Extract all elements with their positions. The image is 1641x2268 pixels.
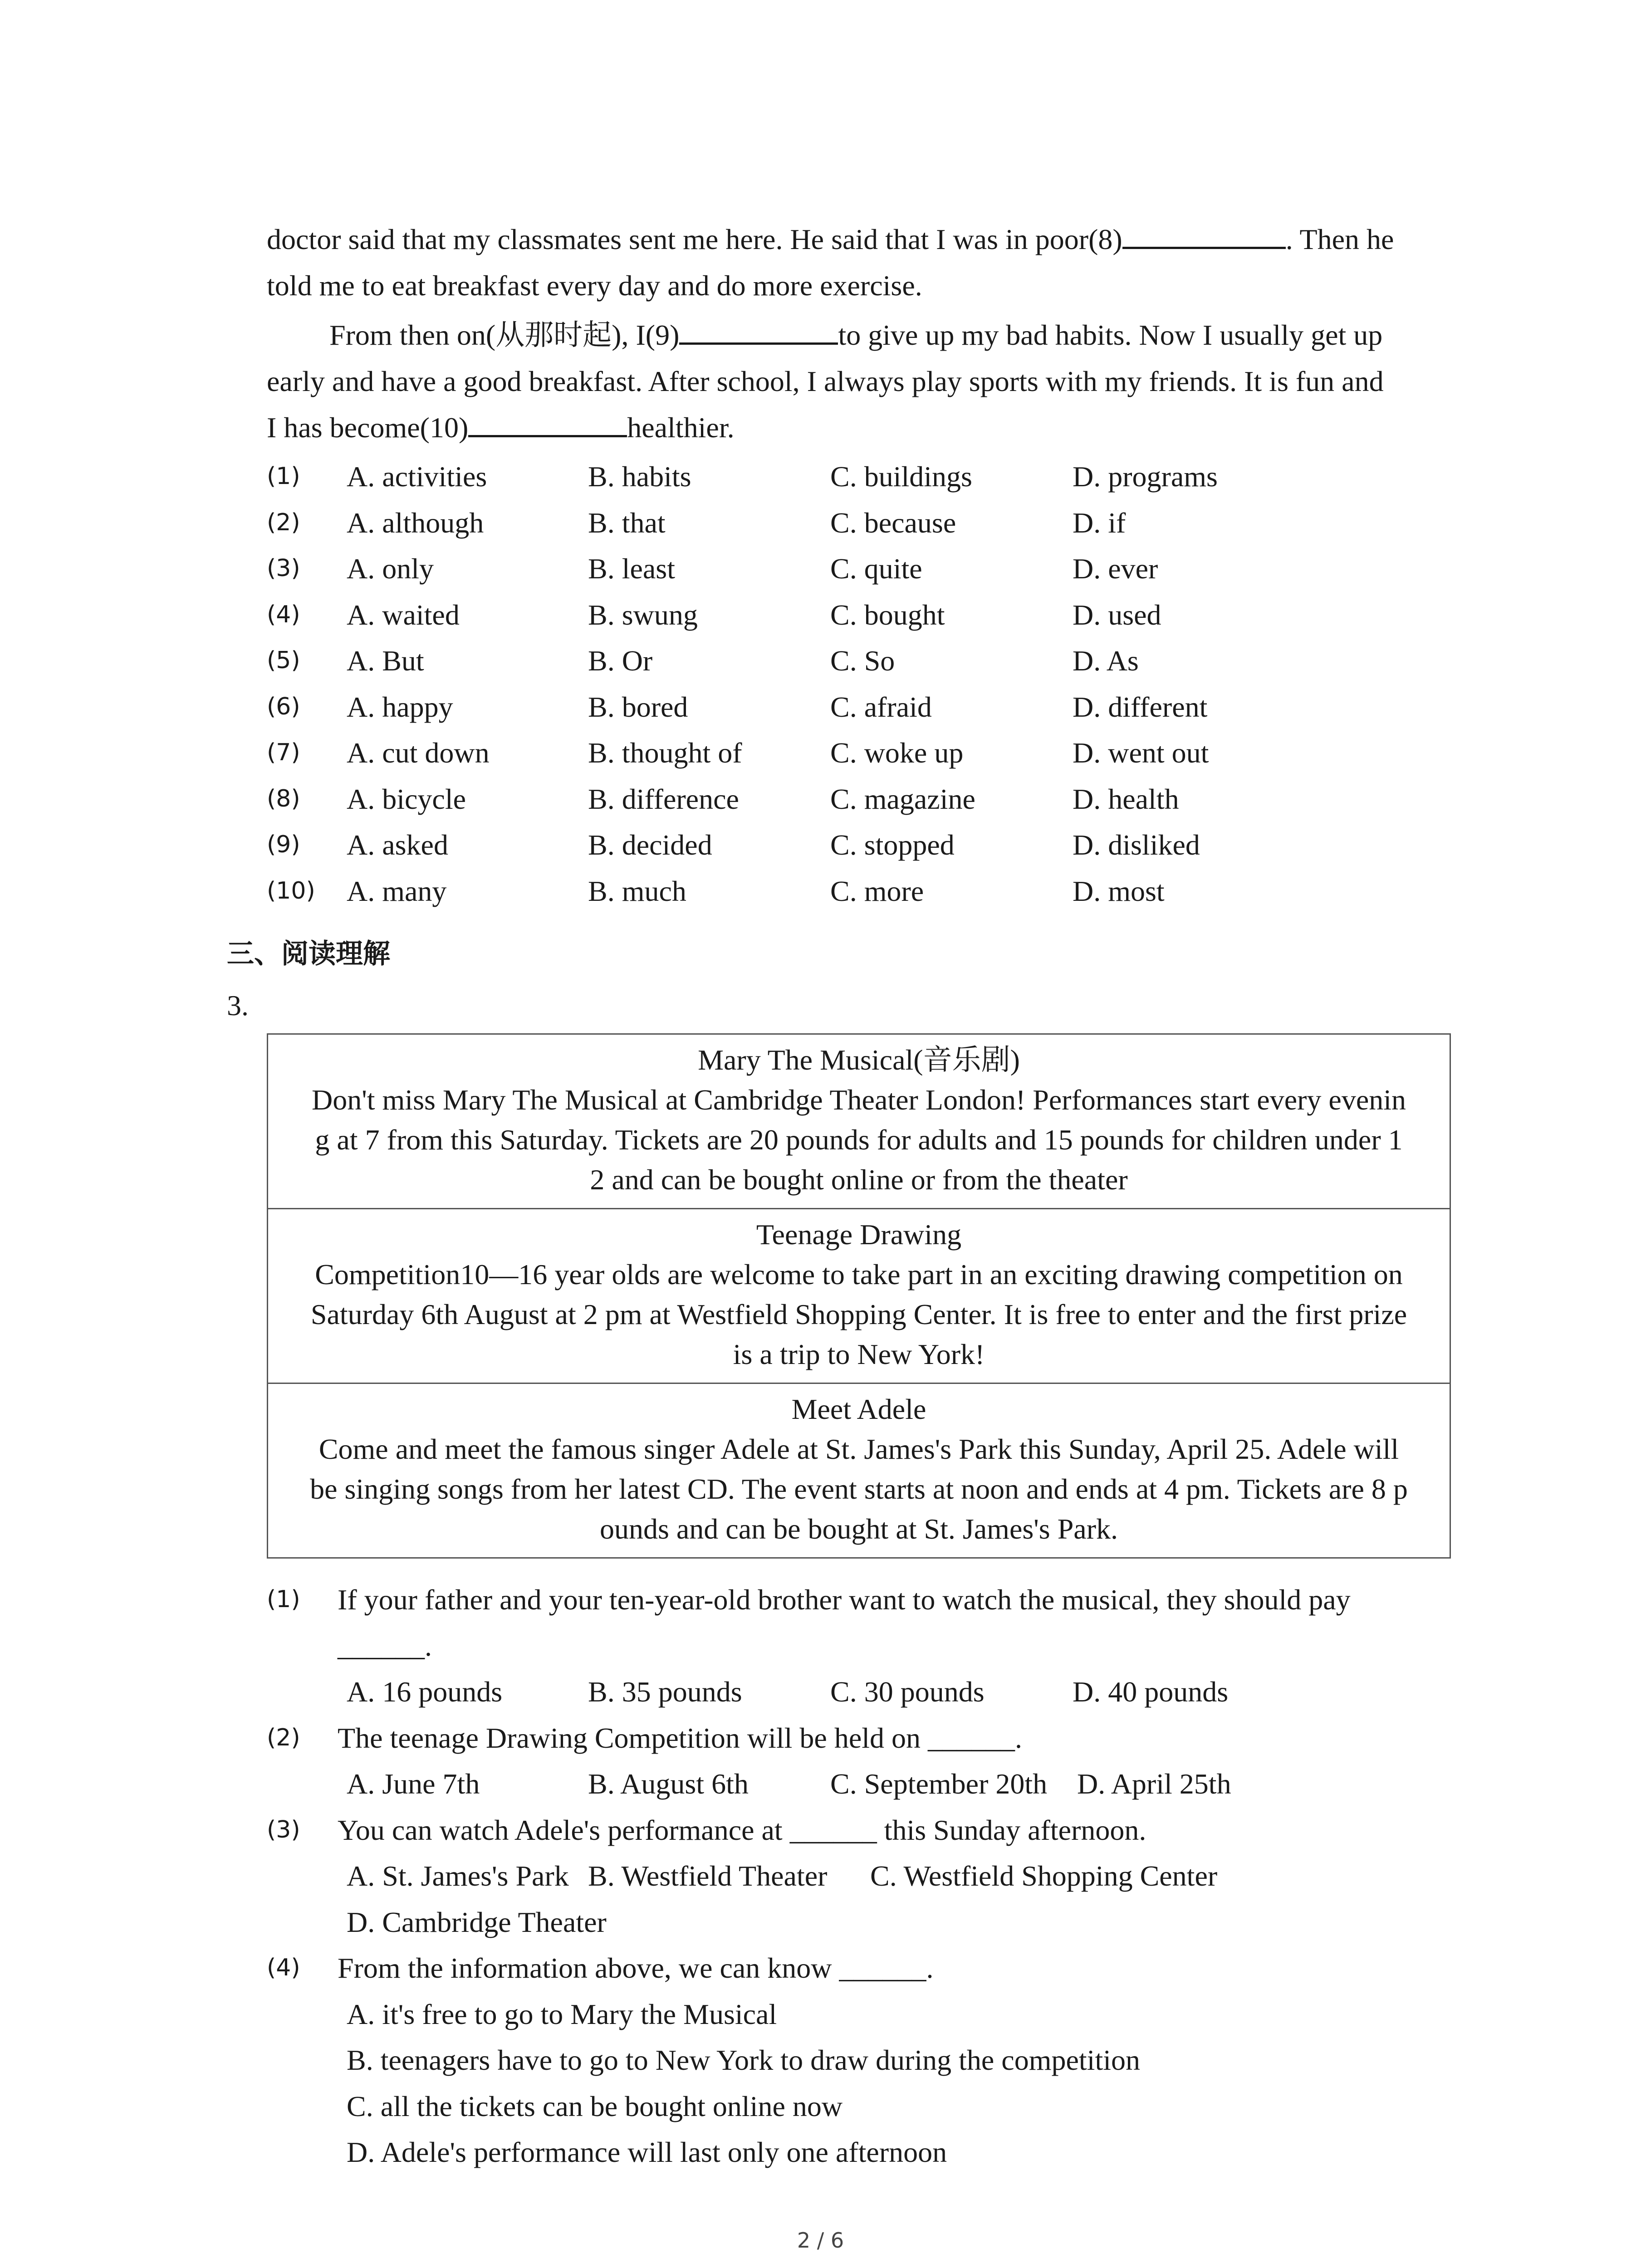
notice-drawing-competition: [268, 1208, 1450, 1383]
notice-title: Mary The Musical(音乐剧): [698, 1044, 1020, 1076]
choice-b: B. Or: [588, 645, 653, 677]
item-number: (7): [267, 739, 300, 766]
choice-c: C. afraid: [830, 690, 932, 723]
item-number: (3): [267, 555, 300, 582]
notice-title: Meet Adele: [791, 1393, 926, 1425]
choice-d: D. programs: [1073, 460, 1218, 493]
choice-d: D. went out: [1073, 737, 1209, 769]
choice-a: A. bicycle: [347, 782, 466, 815]
question-stem-continued: ______.: [338, 1629, 432, 1662]
passage-paragraph-1: [267, 216, 1446, 309]
question-number: 3.: [227, 989, 249, 1022]
choice-c: C. buildings: [830, 460, 972, 493]
choice-d: D. most: [1073, 875, 1165, 907]
notice-line: Saturday 6th August at 2 pm at Westfield Shopping Center. It is free to enter and the first prize: [310, 1298, 1407, 1330]
choice-c: C. bought: [830, 598, 945, 631]
notice-line: be singing songs from her latest CD. The event starts at noon and ends at 4 pm. Tickets are 8 p: [310, 1473, 1408, 1505]
question-number: (2): [267, 1724, 300, 1751]
choice-d: D. if: [1073, 506, 1126, 539]
item-number: (4): [267, 601, 300, 628]
choice-a: A. activities: [347, 460, 487, 493]
option-row: [267, 822, 1356, 868]
question-1: [267, 1577, 1446, 1715]
question-number: (4): [267, 1954, 300, 1981]
answer-blank-9: [679, 313, 838, 345]
choice-b: B. difference: [588, 782, 739, 815]
choice-a: A. June 7th: [347, 1768, 480, 1800]
passage-paragraph-2: [267, 312, 1446, 451]
choice-c: C. 30 pounds: [830, 1676, 985, 1708]
option-row: [267, 684, 1356, 730]
choice-b: B. teenagers have to go to New York to draw during the competition: [347, 2044, 1140, 2076]
option-row: [267, 454, 1356, 500]
notice-line: g at 7 from this Saturday. Tickets are 20 pounds for adults and 15 pounds for children under 1: [315, 1124, 1403, 1156]
choice-row: [267, 1853, 1446, 1899]
choice-d: D. health: [1073, 782, 1179, 815]
choice-d: D. 40 pounds: [1073, 1676, 1229, 1708]
reading-questions: [267, 1577, 1446, 2175]
passage-line: doctor said that my classmates sent me here. He said that I was in poor(8) . Then he: [267, 216, 1446, 263]
passage-line: From then on(从那时起), I(9) to give up my bad habits. Now I usually get up: [267, 312, 1446, 358]
choice-d: D. different: [1073, 690, 1208, 723]
question-3: [267, 1807, 1446, 1945]
choice-a: A. asked: [347, 829, 448, 861]
notice-line: Competition10—16 year olds are welcome to take part in an exciting drawing competition on: [315, 1258, 1403, 1290]
choice-c: C. woke up: [830, 737, 964, 769]
item-number: (6): [267, 693, 300, 720]
choice-d: D. ever: [1073, 552, 1158, 585]
item-number: (5): [267, 647, 300, 674]
choice-b: B. least: [588, 552, 675, 585]
item-number: (1): [267, 463, 300, 490]
question-stem: The teenage Drawing Competition will be held on ______.: [338, 1721, 1022, 1754]
choice-a: A. waited: [347, 598, 460, 631]
item-number: (10): [267, 877, 315, 904]
answer-blank-10: [468, 405, 627, 437]
choice-a: A. happy: [347, 690, 453, 723]
option-row: [267, 776, 1356, 822]
question-stem: If your father and your ten-year-old brother want to watch the musical, they should pay: [338, 1584, 1351, 1616]
notice-musical: [268, 1035, 1450, 1208]
option-row: [267, 500, 1356, 546]
choice-d: D. Cambridge Theater: [347, 1906, 607, 1938]
choice-a: A. cut down: [347, 737, 490, 769]
choice-a: A. it's free to go to Mary the Musical: [347, 1998, 777, 2030]
choice-c: C. magazine: [830, 782, 975, 815]
choice-b: B. 35 pounds: [588, 1676, 742, 1708]
choice-a: A. 16 pounds: [347, 1676, 503, 1708]
choice-c: C. because: [830, 506, 956, 539]
choice-a: A. St. James's Park: [347, 1860, 569, 1892]
choice-a: A. only: [347, 552, 434, 585]
passage-line: early and have a good breakfast. After school, I always play sports with my friends. It is fun and: [267, 365, 1384, 397]
passage-line: told me to eat breakfast every day and do more exercise.: [267, 269, 922, 302]
answer-blank-8: [1122, 217, 1286, 249]
choice-b: B. bored: [588, 690, 688, 723]
notice-line: is a trip to New York!: [733, 1338, 985, 1370]
choice-c: C. more: [830, 875, 924, 907]
section-heading: 三、阅读理解: [227, 938, 390, 970]
question-stem: From the information above, we can know ______.: [338, 1952, 934, 1984]
choice-c: C. September 20th: [830, 1768, 1048, 1800]
notice-line: ounds and can be bought at St. James's Park.: [599, 1513, 1118, 1545]
notice-line: 2 and can be bought online or from the theater: [590, 1163, 1128, 1196]
choice-c: C. quite: [830, 552, 922, 585]
cloze-options: [267, 454, 1356, 914]
option-row: [267, 868, 1356, 914]
choice-d: D. Adele's performance will last only one afternoon: [347, 2136, 947, 2168]
passage-line: I has become(10) healthier.: [267, 405, 1446, 451]
item-number: (8): [267, 785, 300, 812]
choice-d: D. As: [1073, 645, 1139, 677]
question-stem: You can watch Adele's performance at ______ this Sunday afternoon.: [338, 1813, 1146, 1846]
question-4: [267, 1945, 1446, 2175]
choice-c: C. stopped: [830, 829, 955, 861]
choice-c: C. all the tickets can be bought online now: [347, 2090, 843, 2122]
question-2: [267, 1715, 1446, 1807]
item-number: (9): [267, 831, 300, 858]
notice-line: Don't miss Mary The Musical at Cambridge Theater London! Performances start every evenin: [311, 1084, 1406, 1116]
choice-b: B. August 6th: [588, 1768, 749, 1800]
choice-d: D. April 25th: [1077, 1768, 1231, 1800]
choice-c: C. So: [830, 645, 895, 677]
choice-row: [267, 1761, 1446, 1807]
choice-b: B. thought of: [588, 737, 742, 769]
question-number: (3): [267, 1816, 300, 1843]
choice-d: D. disliked: [1073, 829, 1200, 861]
choice-d: D. used: [1073, 598, 1161, 631]
item-number: (2): [267, 508, 300, 536]
choice-b: B. Westfield Theater: [588, 1860, 828, 1892]
option-row: [267, 638, 1356, 684]
question-number: (1): [267, 1586, 300, 1613]
notice-line: Come and meet the famous singer Adele at St. James's Park this Sunday, April 25. Adele will: [318, 1433, 1399, 1465]
option-row: [267, 546, 1356, 592]
choice-c: C. Westfield Shopping Center: [870, 1860, 1218, 1892]
choice-b: B. decided: [588, 829, 712, 861]
page-number: 2 / 6: [797, 2228, 844, 2253]
choice-b: B. much: [588, 875, 686, 907]
notice-title: Teenage Drawing: [756, 1218, 962, 1251]
choice-a: A. many: [347, 875, 447, 907]
notice-table: [267, 1033, 1451, 1559]
choice-a: A. although: [347, 506, 484, 539]
notice-meet-adele: [268, 1383, 1450, 1557]
choice-b: B. that: [588, 506, 666, 539]
option-row: [267, 730, 1356, 776]
choice-a: A. But: [347, 645, 424, 677]
choice-b: B. swung: [588, 598, 698, 631]
option-row: [267, 592, 1356, 638]
choice-row: [267, 1669, 1446, 1715]
choice-b: B. habits: [588, 460, 691, 493]
